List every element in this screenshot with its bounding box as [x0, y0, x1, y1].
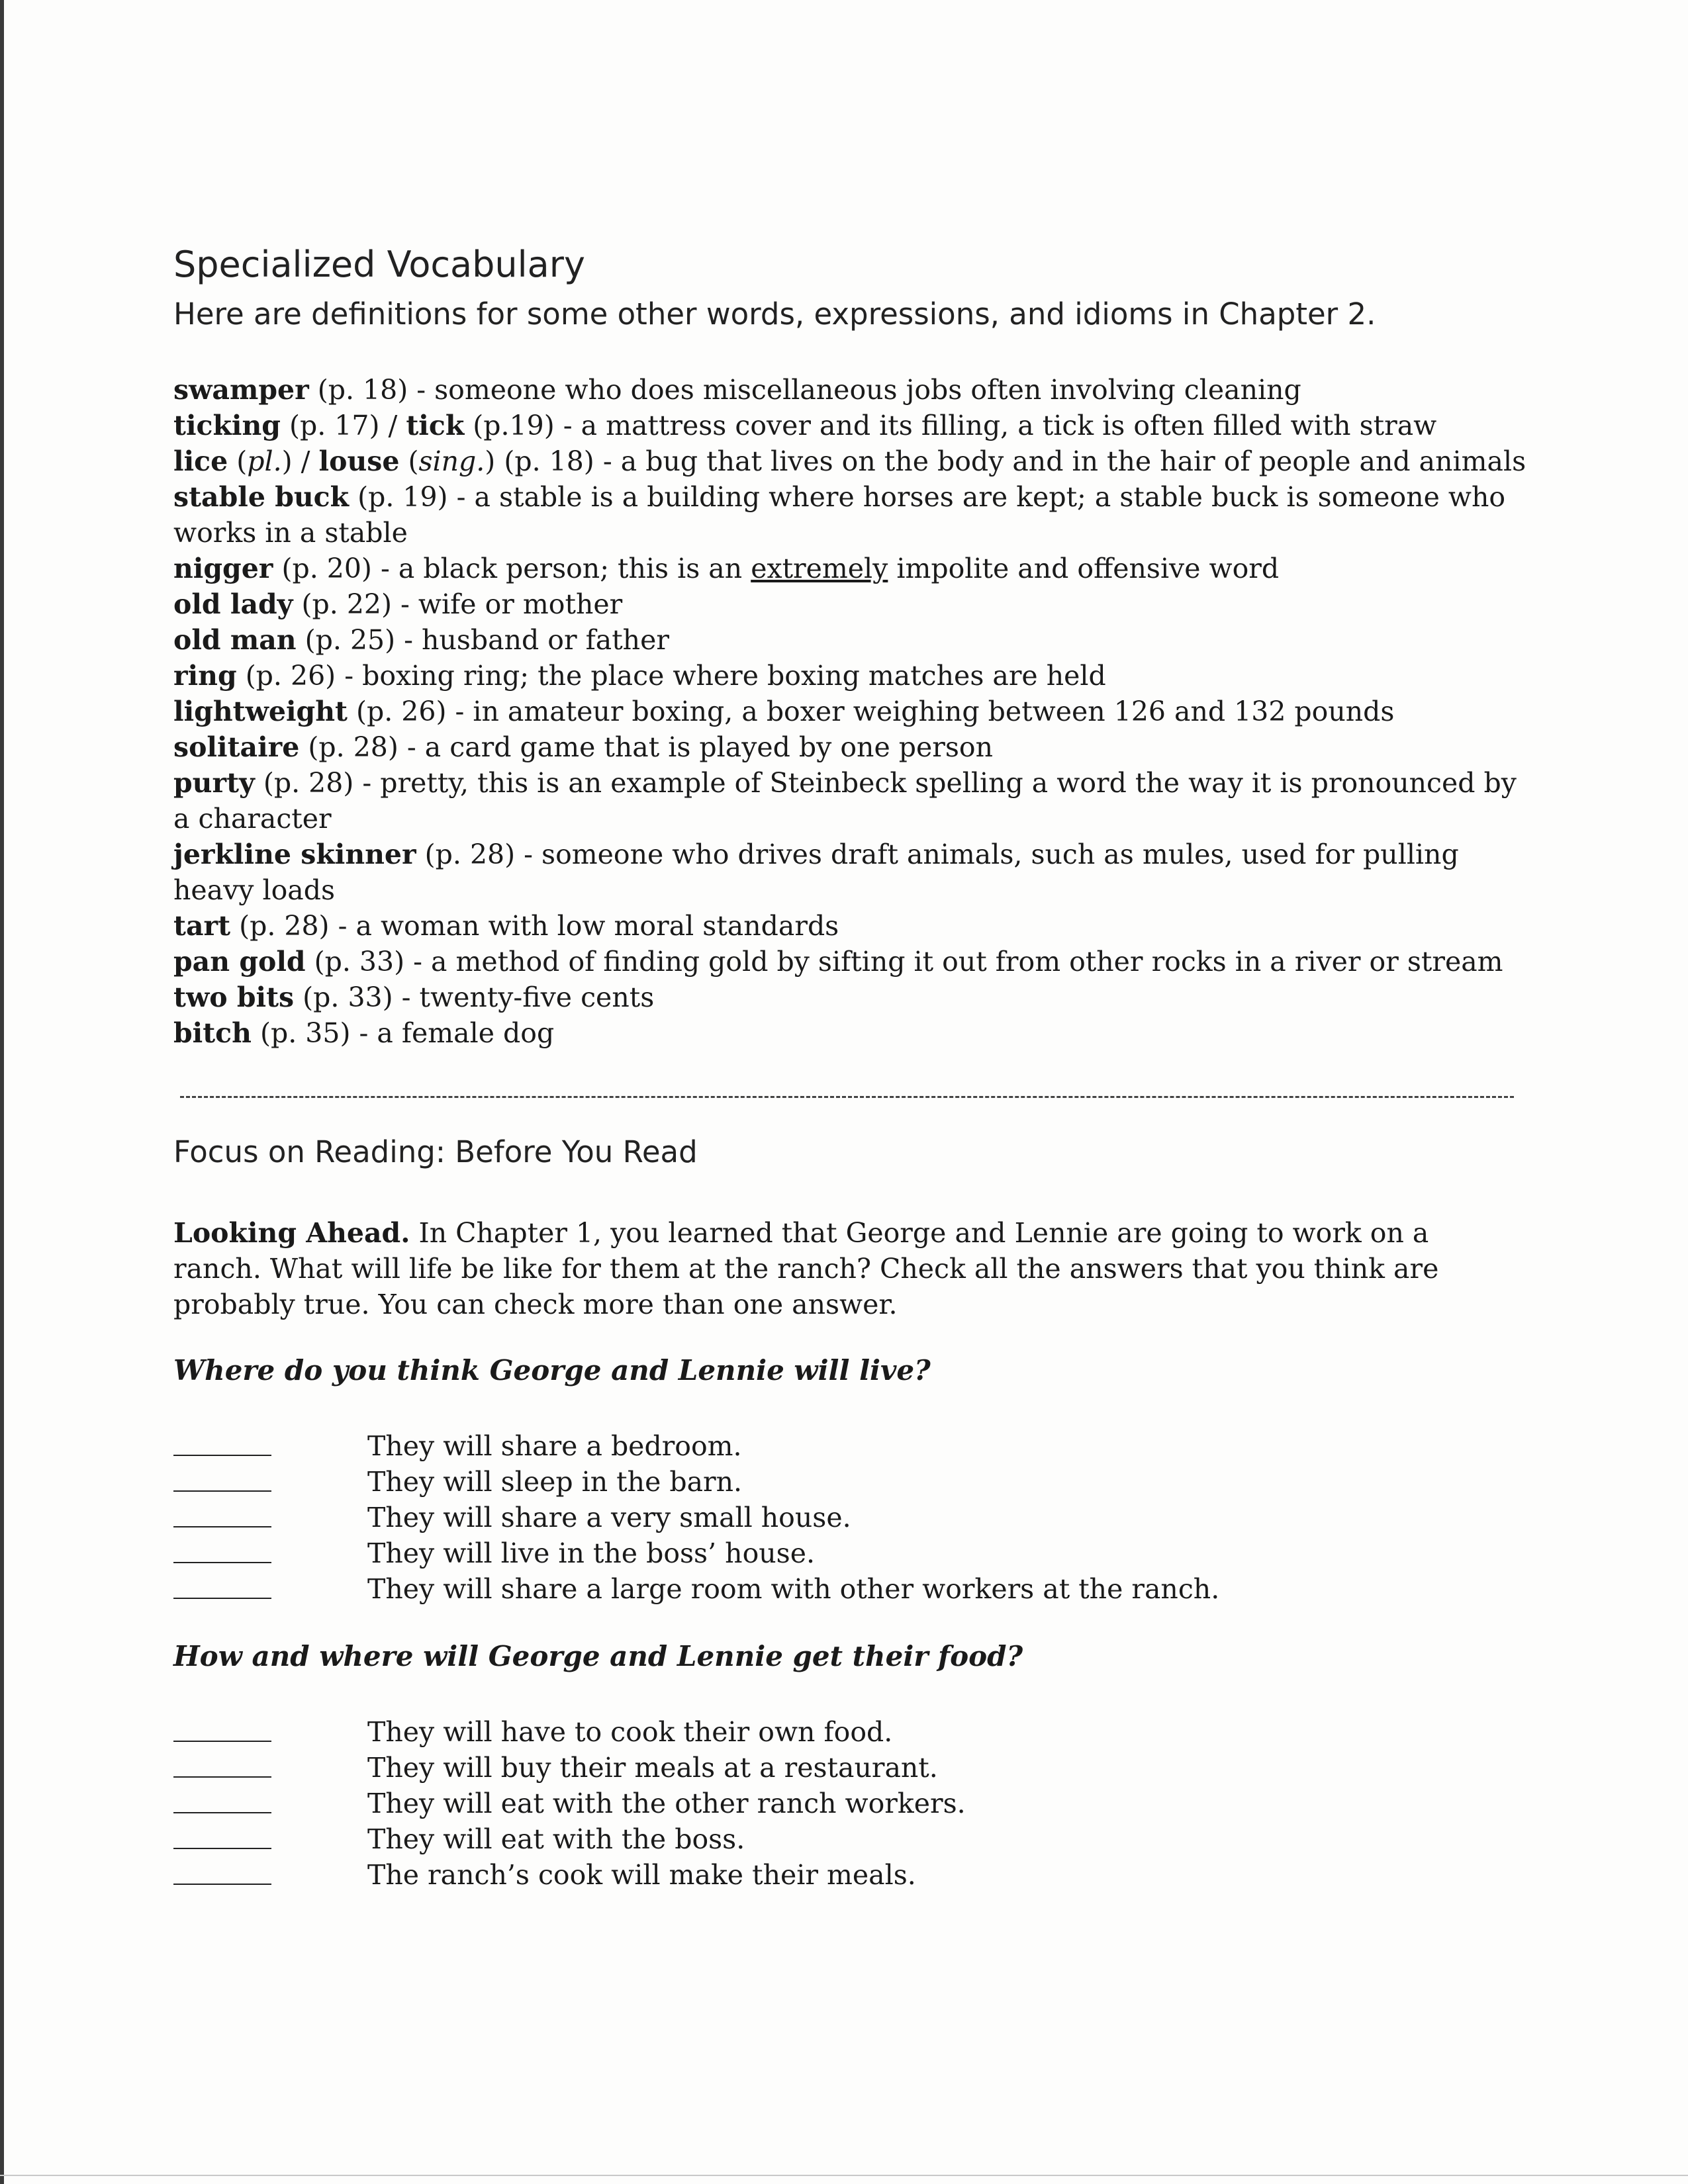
option-text: They will have to cook their own food. — [367, 1716, 893, 1748]
vocab-entry — [173, 443, 1530, 479]
check-option — [173, 1428, 1497, 1464]
answer-blank[interactable] — [173, 1526, 271, 1527]
vocab-definition: (p. 28) - someone who drives draft animals, such as mules, used for pulling heavy loads — [173, 839, 1459, 906]
vocab-term: two bits — [173, 981, 295, 1013]
option-text: They will share a bedroom. — [367, 1430, 742, 1462]
vocab-definition: impolite and offensive word — [888, 553, 1280, 584]
option-text: They will eat with the boss. — [367, 1823, 745, 1855]
vocab-entry — [173, 694, 1530, 729]
answer-blank[interactable] — [173, 1490, 271, 1492]
vocab-term: nigger — [173, 553, 273, 584]
vocab-term: solitaire — [173, 731, 300, 763]
vocab-term: stable buck — [173, 481, 350, 513]
vocab-definition: (p. 22) - wife or mother — [293, 588, 623, 620]
vocab-entry — [173, 372, 1530, 408]
vocab-term: ring — [173, 660, 237, 692]
vocab-note: pl. — [247, 445, 282, 477]
focus-heading: Focus on Reading: Before You Read — [173, 1134, 698, 1169]
vocab-entry — [173, 479, 1530, 551]
section-subtitle: Here are definitions for some other words, expressions, and idioms in Chapter 2. — [173, 296, 1376, 332]
vocab-term: old lady — [173, 588, 293, 620]
scan-edge-bottom — [0, 2175, 1688, 2176]
answer-blank[interactable] — [173, 1812, 271, 1813]
check-option — [173, 1571, 1497, 1607]
vocab-entry — [173, 551, 1530, 586]
vocab-term: tick — [406, 410, 465, 441]
check-option — [173, 1786, 1497, 1821]
option-text: The ranch’s cook will make their meals. — [367, 1859, 916, 1891]
answer-blank[interactable] — [173, 1848, 271, 1849]
vocab-definition: ) (p. 18) - a bug that lives on the body and in the hair of people and animals — [485, 445, 1526, 477]
living-options — [173, 1428, 1497, 1607]
vocab-entry — [173, 729, 1530, 765]
vocab-term: purty — [173, 767, 255, 799]
vocab-definition: (p. 33) - a method of finding gold by sifting it out from other rocks in a river or stream — [305, 946, 1503, 978]
vocab-definition: (p. 35) - a female dog — [251, 1017, 555, 1049]
check-option — [173, 1750, 1497, 1786]
vocab-definition: ) / — [281, 445, 319, 477]
vocab-entry — [173, 944, 1530, 979]
vocab-definition: (p. 18) - someone who does miscellaneous jobs often involving cleaning — [308, 374, 1301, 406]
vocab-definition: (p. 25) - husband or father — [296, 624, 669, 656]
vocab-term: pan gold — [173, 946, 306, 978]
vocab-entry — [173, 658, 1530, 694]
check-option — [173, 1857, 1497, 1893]
vocab-definition: (p. 28) - a card game that is played by one person — [299, 731, 994, 763]
vocab-definition: (p. 33) - twenty-five cents — [294, 981, 655, 1013]
check-option — [173, 1464, 1497, 1500]
vocab-term: ticking — [173, 410, 281, 441]
vocab-entry — [173, 765, 1530, 837]
vocab-term: lice — [173, 445, 228, 477]
vocab-term: tart — [173, 910, 231, 942]
option-text: They will eat with the other ranch workers. — [367, 1788, 966, 1819]
vocab-entry — [173, 622, 1530, 658]
answer-blank[interactable] — [173, 1776, 271, 1778]
option-text: They will buy their meals at a restaurant. — [367, 1752, 938, 1784]
vocab-definition: (p.19) - a mattress cover and its filling, a tick is often filled with straw — [464, 410, 1437, 441]
looking-ahead-paragraph — [173, 1215, 1524, 1322]
check-option — [173, 1535, 1497, 1571]
vocab-definition: (p. 28) - pretty, this is an example of Steinbeck spelling a word the way it is pronounced by a character — [173, 767, 1517, 835]
check-option — [173, 1500, 1497, 1535]
vocabulary-list — [173, 372, 1530, 1051]
vocab-term: bitch — [173, 1017, 252, 1049]
looking-ahead-text: In Chapter 1, you learned that George and Lennie are going to work on a ranch. What will life be like for them at the ranch? Check all the answers that you think are probably true. You can check more than one answer. — [173, 1217, 1439, 1320]
vocab-definition: (p. 19) - a stable is a building where horses are kept; a stable buck is someone who works in a stable — [173, 481, 1506, 549]
vocab-entry — [173, 979, 1530, 1015]
vocab-definition: (p. 26) - in amateur boxing, a boxer weighing between 126 and 132 pounds — [347, 696, 1395, 727]
option-text: They will sleep in the barn. — [367, 1466, 743, 1498]
vocab-note: sing. — [418, 445, 485, 477]
looking-ahead-label: Looking Ahead. — [173, 1217, 410, 1249]
vocab-definition: (p. 26) - boxing ring; the place where boxing matches are held — [236, 660, 1106, 692]
option-text: They will live in the boss’ house. — [367, 1537, 815, 1569]
option-text: They will share a large room with other workers at the ranch. — [367, 1573, 1220, 1605]
answer-blank[interactable] — [173, 1884, 271, 1885]
question-living: Where do you think George and Lennie will live? — [173, 1354, 931, 1387]
check-option — [173, 1714, 1497, 1750]
answer-blank[interactable] — [173, 1598, 271, 1599]
vocab-term: old man — [173, 624, 297, 656]
vocab-term: louse — [318, 445, 400, 477]
section-title: Specialized Vocabulary — [173, 244, 585, 285]
answer-blank[interactable] — [173, 1562, 271, 1563]
vocab-definition: (p. 17) / — [280, 410, 406, 441]
vocab-definition: ( — [399, 445, 419, 477]
answer-blank[interactable] — [173, 1455, 271, 1456]
option-text: They will share a very small house. — [367, 1502, 851, 1533]
vocab-entry — [173, 586, 1530, 622]
check-option — [173, 1821, 1497, 1857]
vocab-definition: (p. 20) - a black person; this is an — [273, 553, 751, 584]
vocab-entry — [173, 908, 1530, 944]
vocab-emphasis: extremely — [751, 553, 888, 584]
vocab-definition: (p. 28) - a woman with low moral standards — [230, 910, 839, 942]
vocab-term: jerkline skinner — [173, 839, 416, 870]
food-options — [173, 1714, 1497, 1893]
question-food: How and where will George and Lennie get their food? — [173, 1640, 1023, 1672]
answer-blank[interactable] — [173, 1741, 271, 1742]
vocab-definition: ( — [228, 445, 248, 477]
vocab-entry — [173, 408, 1530, 443]
scan-edge — [0, 0, 4, 2184]
vocab-term: lightweight — [173, 696, 348, 727]
vocab-entry — [173, 837, 1530, 908]
section-divider — [180, 1096, 1514, 1098]
vocab-entry — [173, 1015, 1530, 1051]
vocab-term: swamper — [173, 374, 309, 406]
